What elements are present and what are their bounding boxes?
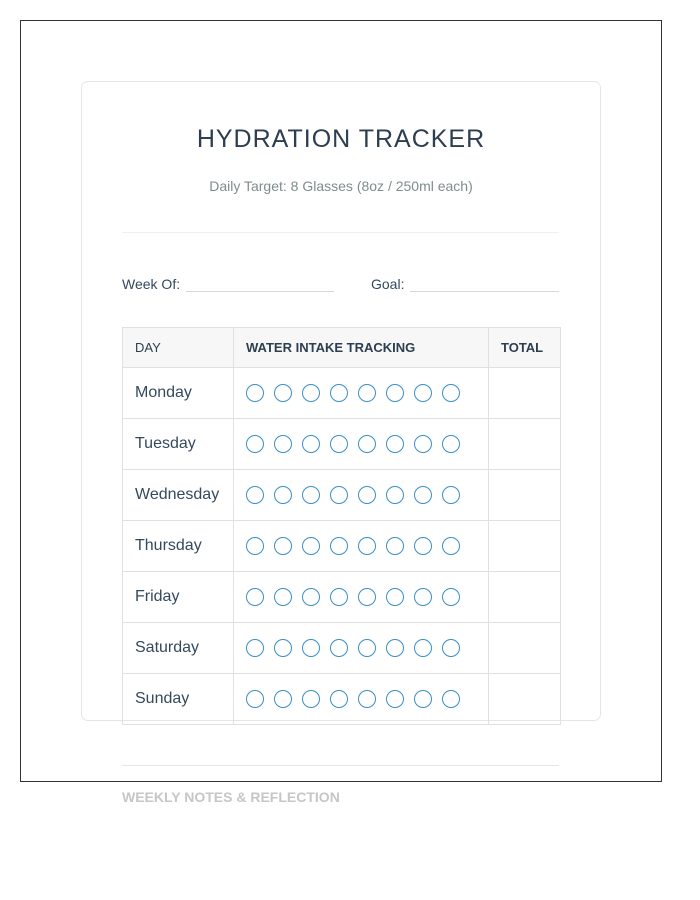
glass-circle-icon[interactable] — [442, 384, 460, 402]
column-header-day: DAY — [123, 328, 234, 368]
glass-circle-icon[interactable] — [442, 537, 460, 555]
glass-circle-icon[interactable] — [442, 435, 460, 453]
glass-circle-icon[interactable] — [274, 537, 292, 555]
glass-circle-icon[interactable] — [246, 690, 264, 708]
glass-circle-icon[interactable] — [414, 639, 432, 657]
day-label: Monday — [123, 368, 234, 419]
intake-cell — [234, 572, 489, 623]
total-cell[interactable] — [489, 674, 561, 725]
glass-checklist — [234, 537, 488, 555]
glass-circle-icon[interactable] — [330, 384, 348, 402]
glass-circle-icon[interactable] — [442, 690, 460, 708]
table-row — [123, 572, 561, 623]
glass-circle-icon[interactable] — [330, 639, 348, 657]
glass-circle-icon[interactable] — [386, 486, 404, 504]
total-cell[interactable] — [489, 368, 561, 419]
day-label: Wednesday — [123, 470, 234, 521]
total-cell[interactable] — [489, 572, 561, 623]
glass-circle-icon[interactable] — [302, 537, 320, 555]
glass-circle-icon[interactable] — [246, 639, 264, 657]
glass-circle-icon[interactable] — [302, 639, 320, 657]
glass-checklist — [234, 588, 488, 606]
glass-circle-icon[interactable] — [386, 690, 404, 708]
glass-checklist — [234, 384, 488, 402]
intake-cell — [234, 470, 489, 521]
glass-circle-icon[interactable] — [358, 588, 376, 606]
intake-cell — [234, 521, 489, 572]
day-label: Sunday — [123, 674, 234, 725]
notes-divider — [122, 765, 559, 766]
glass-circle-icon[interactable] — [274, 639, 292, 657]
notes-section-title: WEEKLY NOTES & REFLECTION — [122, 789, 340, 805]
glass-circle-icon[interactable] — [386, 588, 404, 606]
glass-circle-icon[interactable] — [330, 435, 348, 453]
day-label: Saturday — [123, 623, 234, 674]
glass-circle-icon[interactable] — [442, 486, 460, 504]
glass-checklist — [234, 690, 488, 708]
day-label: Friday — [123, 572, 234, 623]
glass-circle-icon[interactable] — [274, 588, 292, 606]
week-of-input-line[interactable] — [186, 278, 334, 292]
total-cell[interactable] — [489, 623, 561, 674]
total-cell[interactable] — [489, 521, 561, 572]
info-fields — [122, 276, 559, 296]
day-label: Tuesday — [123, 419, 234, 470]
glass-circle-icon[interactable] — [442, 588, 460, 606]
intake-cell — [234, 674, 489, 725]
intake-table — [122, 327, 561, 725]
header-divider — [122, 232, 559, 233]
glass-circle-icon[interactable] — [386, 639, 404, 657]
glass-circle-icon[interactable] — [246, 435, 264, 453]
glass-circle-icon[interactable] — [302, 690, 320, 708]
glass-circle-icon[interactable] — [358, 486, 376, 504]
glass-circle-icon[interactable] — [358, 435, 376, 453]
glass-circle-icon[interactable] — [246, 588, 264, 606]
week-of-field — [122, 276, 334, 292]
column-header-total: TOTAL — [489, 328, 561, 368]
week-of-label: Week Of: — [122, 276, 181, 292]
table-header-row — [123, 328, 561, 368]
glass-circle-icon[interactable] — [386, 384, 404, 402]
glass-circle-icon[interactable] — [386, 537, 404, 555]
table-row — [123, 419, 561, 470]
table-row — [123, 470, 561, 521]
intake-cell — [234, 368, 489, 419]
glass-circle-icon[interactable] — [330, 588, 348, 606]
goal-field — [371, 276, 559, 292]
glass-circle-icon[interactable] — [274, 486, 292, 504]
glass-circle-icon[interactable] — [414, 690, 432, 708]
glass-circle-icon[interactable] — [274, 435, 292, 453]
daily-target-subtitle: Daily Target: 8 Glasses (8oz / 250ml each) — [209, 178, 473, 194]
glass-circle-icon[interactable] — [330, 537, 348, 555]
page-title: HYDRATION TRACKER — [196, 125, 486, 153]
glass-circle-icon[interactable] — [302, 588, 320, 606]
table-row — [123, 674, 561, 725]
glass-circle-icon[interactable] — [302, 435, 320, 453]
table-row — [123, 623, 561, 674]
glass-checklist — [234, 639, 488, 657]
glass-circle-icon[interactable] — [414, 588, 432, 606]
glass-circle-icon[interactable] — [302, 486, 320, 504]
glass-circle-icon[interactable] — [414, 435, 432, 453]
table-row — [123, 521, 561, 572]
glass-circle-icon[interactable] — [302, 384, 320, 402]
glass-checklist — [234, 435, 488, 453]
glass-circle-icon[interactable] — [330, 690, 348, 708]
glass-circle-icon[interactable] — [414, 384, 432, 402]
intake-cell — [234, 419, 489, 470]
day-label: Thursday — [123, 521, 234, 572]
glass-circle-icon[interactable] — [274, 690, 292, 708]
goal-input-line[interactable] — [410, 278, 559, 292]
total-cell[interactable] — [489, 419, 561, 470]
glass-circle-icon[interactable] — [246, 486, 264, 504]
column-header-intake: WATER INTAKE TRACKING — [234, 328, 489, 368]
glass-circle-icon[interactable] — [414, 537, 432, 555]
table-row — [123, 368, 561, 419]
glass-circle-icon[interactable] — [358, 690, 376, 708]
glass-circle-icon[interactable] — [246, 537, 264, 555]
glass-circle-icon[interactable] — [330, 486, 348, 504]
glass-circle-icon[interactable] — [246, 384, 264, 402]
glass-circle-icon[interactable] — [414, 486, 432, 504]
glass-circle-icon[interactable] — [386, 435, 404, 453]
intake-cell — [234, 623, 489, 674]
glass-circle-icon[interactable] — [274, 384, 292, 402]
glass-circle-icon[interactable] — [358, 639, 376, 657]
glass-checklist — [234, 486, 488, 504]
total-cell[interactable] — [489, 470, 561, 521]
goal-label: Goal: — [371, 276, 405, 292]
glass-circle-icon[interactable] — [442, 639, 460, 657]
glass-circle-icon[interactable] — [358, 537, 376, 555]
glass-circle-icon[interactable] — [358, 384, 376, 402]
